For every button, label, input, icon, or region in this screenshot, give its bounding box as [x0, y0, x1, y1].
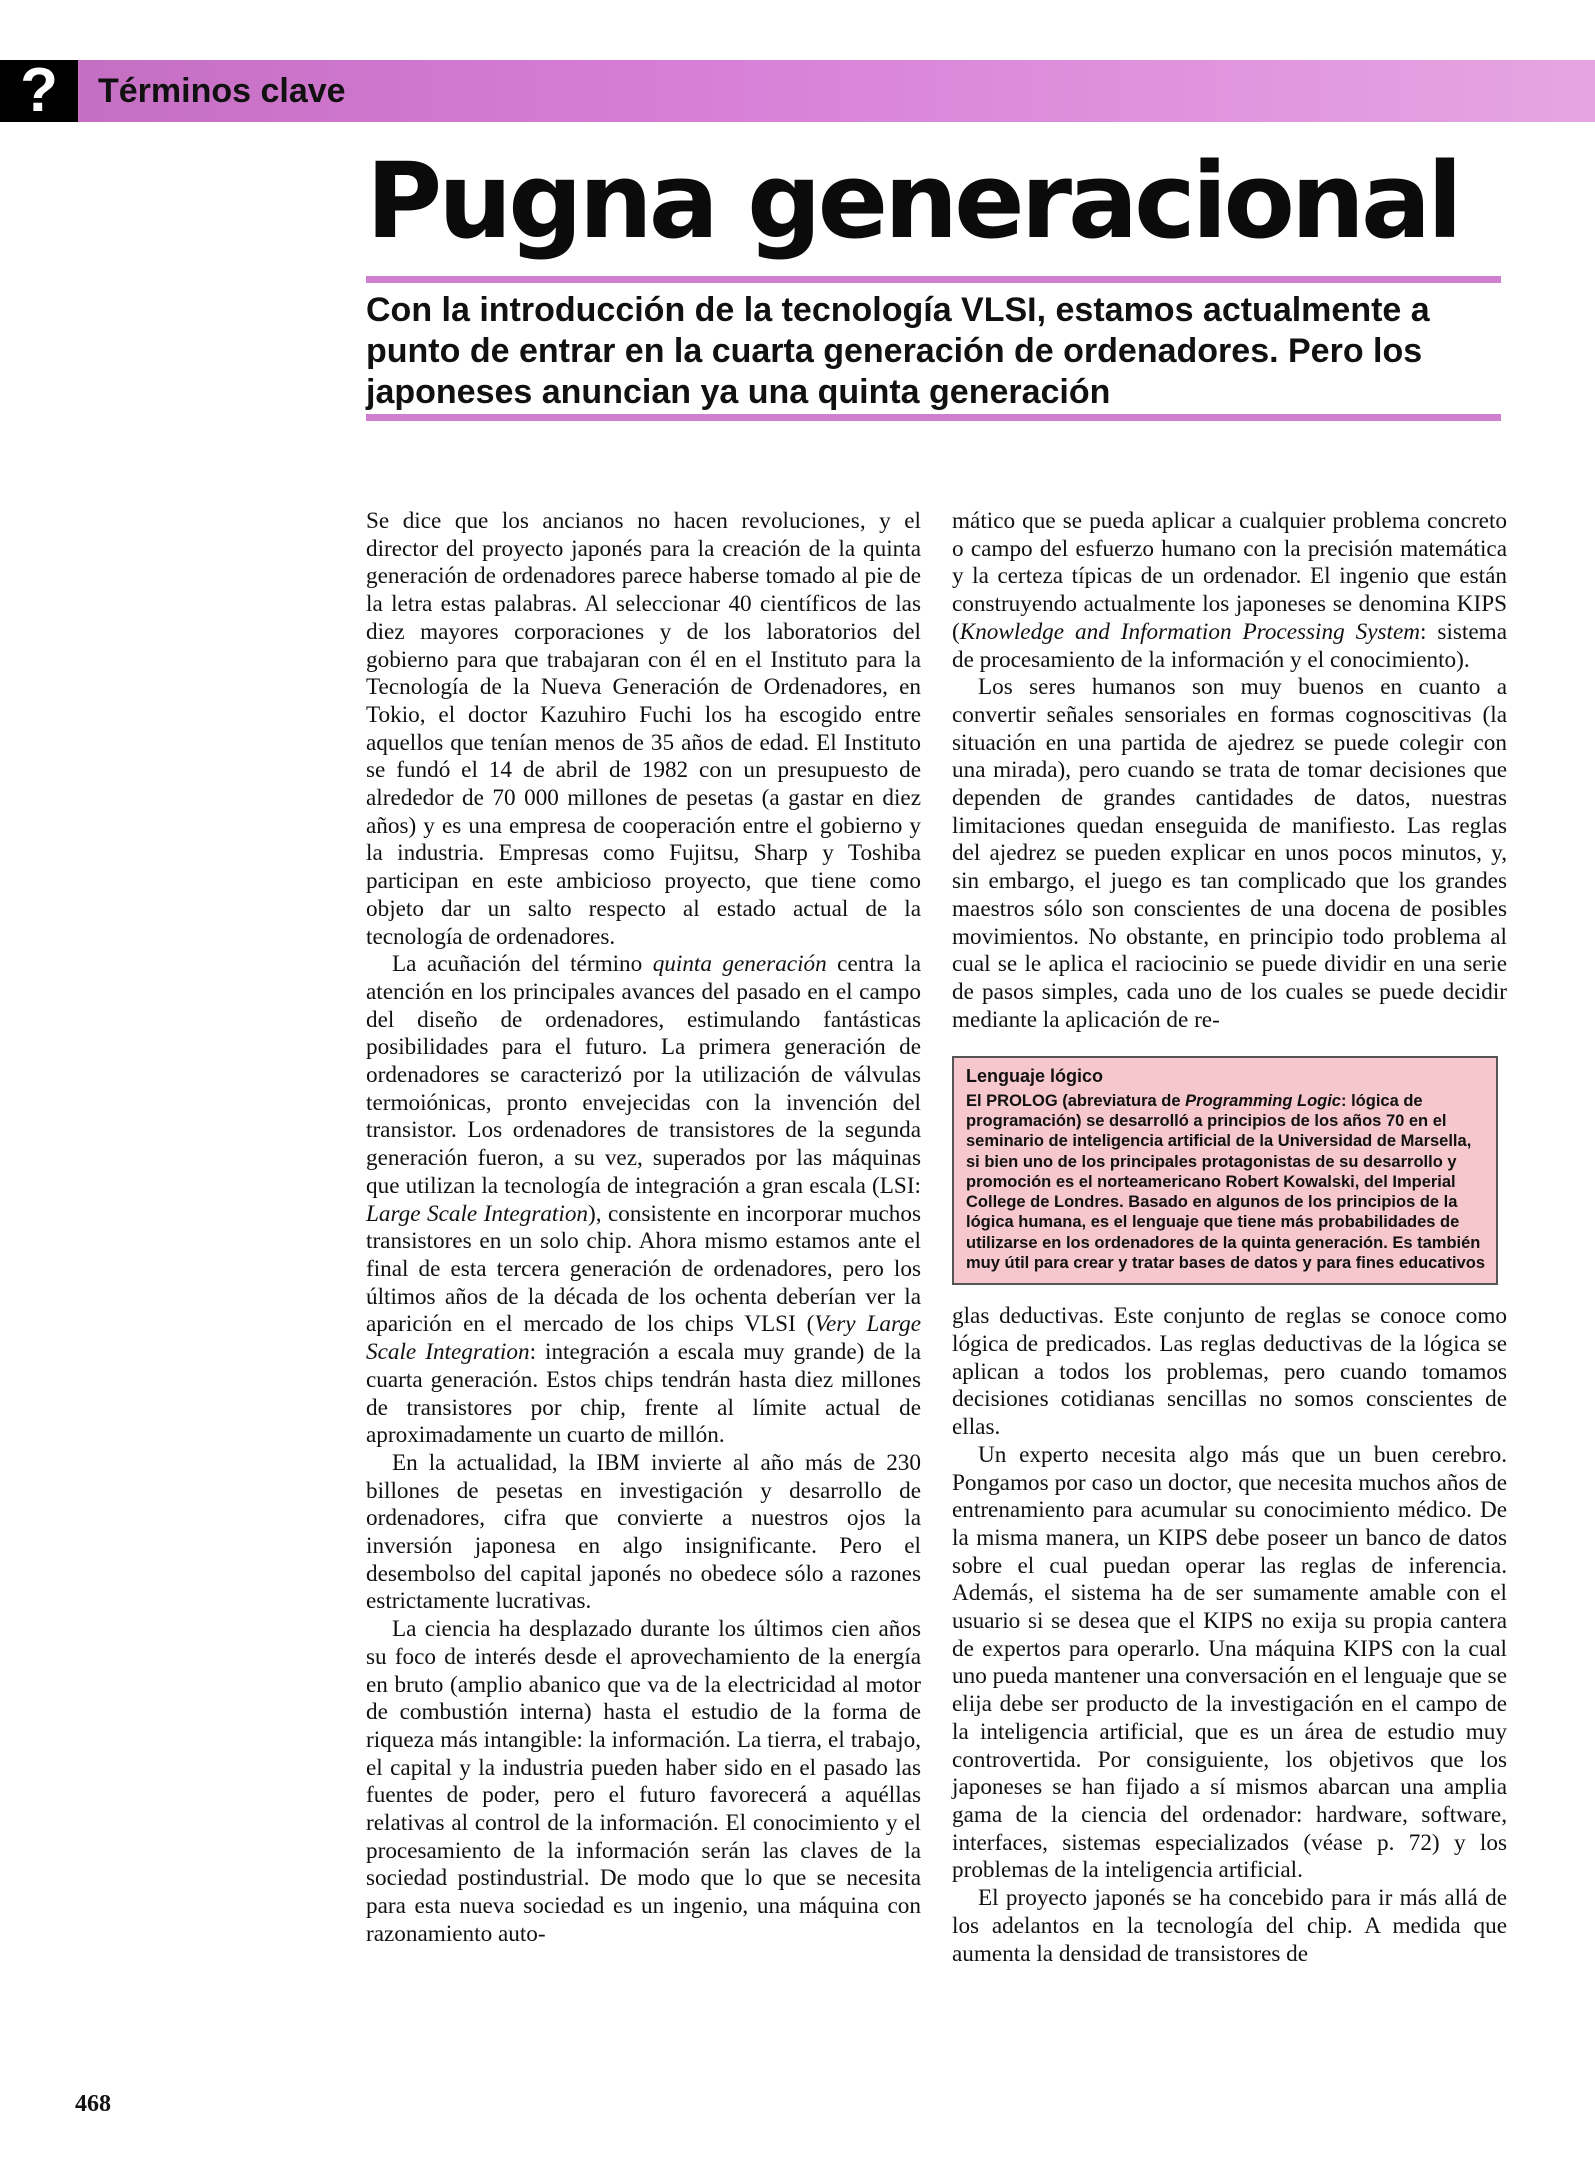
paragraph: El proyecto japonés se ha concebido para ir más allá de los adelantos en la tecnología del chip. A medida que aumenta la densidad de transistores de — [952, 1885, 1507, 1967]
paragraph: La ciencia ha desplazado durante los últimos cien años su foco de interés desde el aprovechamiento de la energía en bruto (amplio abanico que va de la electricidad al motor de combustión interna) hasta el estudio de la forma de riqueza más intangible: la información. La tierra, el trabajo, el capital y la industria pueden haber sido en el pasado las fuentes de poder, pero el futuro favorecerá a aquéllas relativas al control de la información. El conocimiento y el procesamiento de la información serán las claves de la sociedad postindustrial. De modo que lo que se necesita para esta nueva sociedad es un ingenio, una máquina con razonamiento auto- — [366, 1616, 921, 1947]
sidebar-box — [952, 1056, 1498, 1285]
article-subtitle: Con la introducción de la tecnología VLSI, estamos actualmente a punto de entrar en la cuarta generación de ordenadores. Pero los japoneses anuncian ya una quinta generación — [366, 291, 1430, 411]
paragraph: Se dice que los ancianos no hacen revoluciones, y el director del proyecto japonés para la creación de la quinta generación de ordenadores parece haberse tomado al pie de la letra estas palabras. Al seleccionar 40 científicos de las diez mayores corporaciones y de los laboratorios del gobierno para que trabajaran con él en el Instituto para la Tecnología de la Nueva Generación de Ordenadores, en Tokio, el doctor Kazuhiro Fuchi los ha escogido entre aquellos que tenían menos de 35 años de edad. El Instituto se fundó el 14 de abril de 1982 con un presupuesto de alrededor de 70 000 millones de pesetas (a gastar en diez años) y es una empresa de cooperación entre el gobierno y la industria. Empresas como Fujitsu, Sharp y Toshiba participan en este ambicioso proyecto, que tiene como objeto dar un salto respecto al estado actual de la tecnología de ordenadores. — [366, 508, 921, 950]
paragraph: Los seres humanos son muy buenos en cuanto a convertir señales sensoriales en formas cognoscitivas (la situación en una partida de ajedrez se puede colegir con una mirada), pero cuando se trata de tomar decisiones que dependen de grandes cantidades de datos, nuestras limitaciones quedan enseguida de manifiesto. Las reglas del ajedrez se pueden explicar en unos pocos minutos, y, sin embargo, el juego es tan complicado que los grandes maestros sólo son conscientes de una docena de posibles movimientos. No obstante, en principio todo problema al cual se le aplica el raciocinio se puede dividir en una serie de pasos simples, cada uno de los cuales se puede decidir mediante la aplicación de re- — [952, 674, 1507, 1033]
sidebar-text: El PROLOG (abreviatura de Programming Logic: lógica de programación) se desarrolló a principios de los años 70 en el seminario de inteligencia artificial de la Universidad de Marsella, si bien uno de los principales protagonistas de su desarrollo y promoción es el norteamericano Robert Kowalski, del Imperial College de Londres. Basado en algunos de los principios de la lógica humana, es el lenguaje que tiene más probabilidades de utilizarse en los ordenadores de la quinta generación. Es también muy útil para crear y tratar bases de datos y para fines educativos — [966, 1091, 1486, 1273]
paragraph: Un experto necesita algo más que un buen cerebro. Pongamos por caso un doctor, que necesita muchos años de entrenamiento para acumular su conocimiento médico. De la misma manera, un KIPS debe poseer un banco de datos sobre el cual puedan operar las reglas de inferencia. Además, el sistema ha de ser sumamente amable con el usuario si se desea que el KIPS no exija su propia cantera de expertos para operarlo. Una máquina KIPS con la cual uno pueda mantener una conversación en el lenguaje que se elija debe ser producto de la investigación en el campo de la inteligencia artificial, que es un área de estudio muy controvertida. Por consiguiente, los objetivos que los japoneses se han fijado a sí mismos abarcan una amplia gama de la ciencia del ordenador: hardware, software, interfaces, sistemas especializados (véase p. 72) y los problemas de la inteligencia artificial. — [952, 1441, 1507, 1884]
paragraph: mático que se pueda aplicar a cualquier problema concreto o campo del esfuerzo humano con la precisión matemática y la certeza típicas de un ordenador. El ingenio que están construyendo actualmente los japoneses se denomina KIPS (Knowledge and Information Processing System: sistema de procesamiento de la información y el conocimiento). — [952, 508, 1507, 673]
section-label: Términos clave — [98, 72, 346, 110]
paragraph: La acuñación del término quinta generación centra la atención en los principales avances del pasado en el campo del diseño de ordenadores, estimulando fantásticas posibilidades para el futuro. La primera generación de ordenadores se caracterizó por la utilización de válvulas termoiónicas, pronto envejecidas con la invención del transistor. Los ordenadores de transistores de la segunda generación fueron, a su vez, superados por las máquinas que utilizan la tecnología de integración a gran escala (LSI: Large Scale Integration), consistente en incorporar muchos transistores en un solo chip. Ahora mismo estamos ante el final de esta tercera generación de ordenadores, pero los últimos años de la década de los ochenta deberían ver la aparición en el mercado de los chips VLSI (Very Large Scale Integration: integración a escala muy grande) de la cuarta generación. Estos chips tendrán hasta diez millones de transistores por chip, frente al límite actual de aproximadamente un cuarto de millón. — [366, 951, 922, 1449]
question-mark-icon: ? — [0, 60, 78, 122]
right-column — [952, 508, 1507, 1968]
left-column — [366, 508, 921, 1949]
page-number: 468 — [75, 2091, 111, 2117]
paragraph: glas deductivas. Este conjunto de reglas se conoce como lógica de predicados. Las reglas deductivas de la lógica se aplican a todos los problemas, pero cuando tomamos decisiones cotidianas sencillas no somos conscientes de ellas. — [952, 1303, 1507, 1441]
subtitle-bottom-rule — [366, 414, 1501, 421]
paragraph: En la actualidad, la IBM invierte al año más de 230 billones de pesetas en investigación y desarrollo de ordenadores, cifra que convierte a nuestros ojos la inversión japonesa en algo insignificante. Pero el desembolso del capital japonés no obedece sólo a razones estrictamente lucrativas. — [366, 1449, 921, 1615]
sidebar-title: Lenguaje lógico — [966, 1066, 1104, 1087]
article-title: Pugna generacional — [366, 140, 1459, 262]
subtitle-top-rule — [366, 276, 1501, 283]
